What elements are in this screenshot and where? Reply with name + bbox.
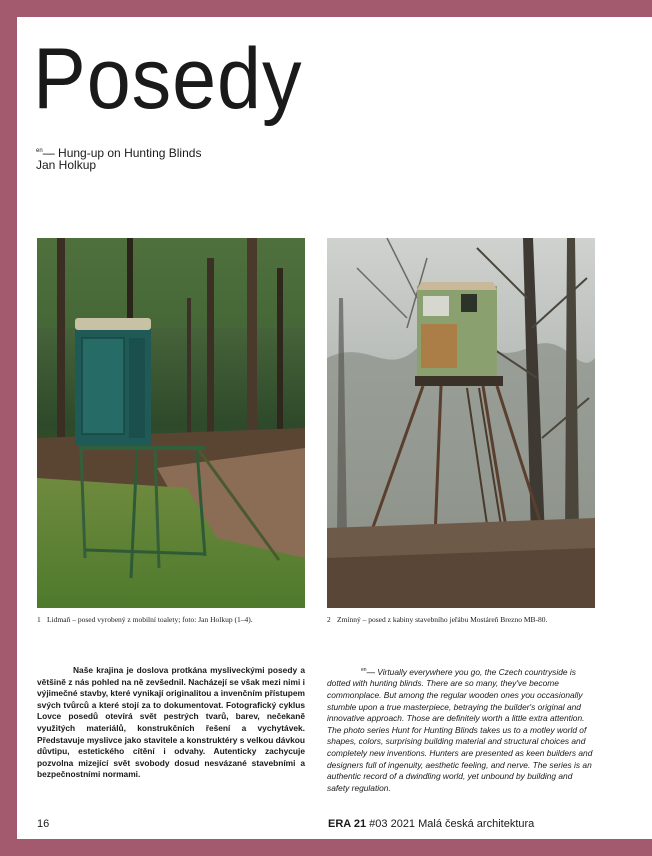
body-text-czech: Naše krajina je doslova protkána mysliveckými posedy a většině z nás pohled na ně zevšednil. Nacházejí se však mezi nimi i výjimečné stavby, které vynikají originalitou a invenčním přístupem svých tvůrců a které stojí za to dokumentovat. Fotografický cyklus Lovce posedů otevírá svět pestrých tvarů, barev, nečekaně využitých materiálů, konstrukčních řešení a vychytávek. Představuje myslivce jako stavitele a konstruktéry s velkou dávkou důvtipu, estetického cítění i odvahy. Autenticky zachycuje pozvolna mizející svět svobody dosud nesvázané stavebními a bezpečnostními normami.: [37, 665, 305, 780]
photo-toilet-hunting-blind: [37, 238, 305, 608]
article-title: Posedy: [33, 31, 303, 127]
body-text-english: [327, 665, 595, 794]
caption-text: Lidmaň – posed vyrobený z mobilní toalety; foto: Jan Holkup (1–4).: [47, 615, 253, 624]
figure-caption-1: [37, 615, 253, 625]
caption-text: Zmínný – posed z kabiny stavebního jeřábu Mostáreň Brezno MB-80.: [337, 615, 548, 624]
language-marker: en: [36, 148, 43, 154]
magazine-name: ERA 21: [328, 818, 367, 830]
figure-number: 2: [327, 615, 331, 624]
figure-caption-2: [327, 615, 547, 625]
language-marker: en: [361, 667, 367, 673]
page-number: 16: [37, 818, 50, 830]
english-text: — Virtually everywhere you go, the Czech countryside is dotted with hunting blinds. There are so many, they've become commonplace. But among the regular wooden ones you occasionally stumble upon a true masterpiece, betraying the builder's original and innovative approach. Those are definitely worth a little extra attention. The photo series Hunt for Hunting Blinds takes us to a motley world of shapes, colors, surprising building material and structural choices and completely new inventions. Hunters are presented as keen builders and designers full of ingenuity, aesthetic feeling, and nerve. The series is an authentic record of a dwindling world, yet unbound by building and safety regulation.: [327, 666, 593, 793]
subtitle-text: — Hung-up on Hunting Blinds: [42, 146, 202, 160]
photo-crane-cabin-hunting-blind: [327, 238, 595, 608]
figure-number: 1: [37, 615, 41, 624]
issue-info: #03 2021 Malá česká architektura: [369, 818, 535, 830]
magazine-page: [17, 17, 652, 839]
magazine-footer: [328, 818, 534, 830]
article-author: Jan Holkup: [36, 158, 97, 172]
